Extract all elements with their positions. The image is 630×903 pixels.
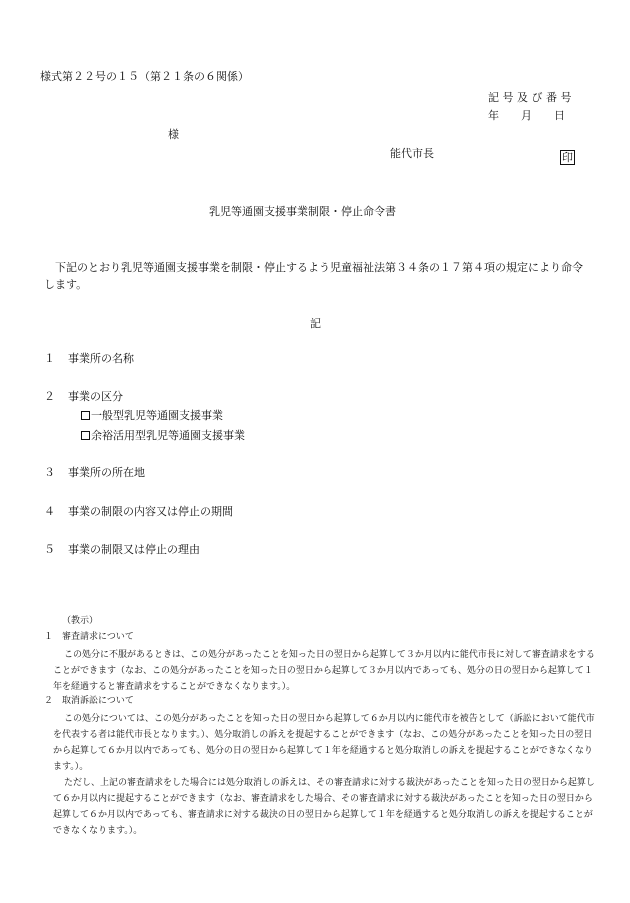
checkbox-icon[interactable]	[81, 431, 90, 440]
notice-section1-body: この処分に不服があるときは、この処分があったことを知った日の翌日から起算して３か月以内に能代市長に対して審査請求をすることができます（なお、この処分があったことを知った日の翌日から起算して３か月以内であっても、処分の日の翌日から起算して１年を経過すると審査請求をすることができなくなります。）。	[53, 650, 595, 692]
item-2	[44, 390, 123, 404]
item-label: 事業所の所在地	[68, 466, 145, 479]
notice-heading: （教示）	[62, 616, 99, 626]
date-label: 年 月 日	[488, 109, 565, 122]
category-option-label: 一般型乳児等通園支援事業	[91, 409, 223, 422]
category-option-label: 余裕活用型乳児等通園支援事業	[91, 429, 245, 442]
body-text: 下記のとおり乳児等通園支援事業を制限・停止するよう児童福祉法第３４条の１７第４項の規定により命令します。	[44, 261, 583, 291]
seal-mark	[560, 146, 575, 165]
notice-section2-body1: この処分については、この処分があったことを知った日の翌日から起算して６か月以内に能代市を被告として（訴訟において能代市を代表する者は能代市長となります。）、処分取消しの訴えを提起することができます（なお、この処分があったことを知った日の翌日から起算して６か月以内であっても、処分の日の翌日から起算して１年を経過すると処分取消しの訴えを提起することができなくなります。）。	[53, 714, 595, 772]
item-number: ２	[44, 390, 55, 403]
notice-section1-title: １ 審査請求について	[44, 632, 134, 642]
ki-heading: 記	[310, 317, 321, 330]
category-option-surplus[interactable]	[81, 429, 245, 443]
item-number: ５	[44, 543, 55, 556]
item-number: ３	[44, 466, 55, 479]
recipient-suffix: 様	[168, 128, 179, 141]
item-label: 事業の制限の内容又は停止の期間	[68, 505, 233, 518]
form-number: 様式第２２号の１５（第２１条の６関係）	[40, 70, 249, 83]
item-4	[44, 505, 233, 519]
doc-number-label: 記 号 及 び 番 号	[488, 91, 572, 104]
item-label: 事業所の名称	[68, 352, 134, 365]
notice-section2-body2: ただし、上記の審査請求をした場合には処分取消しの訴えは、その審査請求に対する裁決があったことを知った日の翌日から起算して６か月以内に提起することができます（なお、審査請求をした場合、その審査請求に対する裁決があったことを知った日の翌日から起算して６か月以内であっても、審査請求に対する裁決の日の翌日から起算して１年を経過すると処分取消しの訴えを提起することができなくなります。）。	[53, 778, 595, 836]
item-label: 事業の区分	[68, 390, 123, 403]
item-label: 事業の制限又は停止の理由	[68, 543, 200, 556]
seal-text: 印	[562, 151, 573, 164]
document-title: 乳児等通園支援事業制限・停止命令書	[209, 205, 396, 218]
item-number: ４	[44, 505, 55, 518]
notice-section2-title: ２ 取消訴訟について	[44, 696, 134, 706]
issuer-name: 能代市長	[390, 147, 434, 160]
checkbox-icon[interactable]	[81, 411, 90, 420]
item-3	[44, 466, 145, 480]
item-1	[44, 352, 134, 366]
category-option-general[interactable]	[81, 409, 223, 423]
item-number: １	[44, 352, 55, 365]
item-5	[44, 543, 200, 557]
